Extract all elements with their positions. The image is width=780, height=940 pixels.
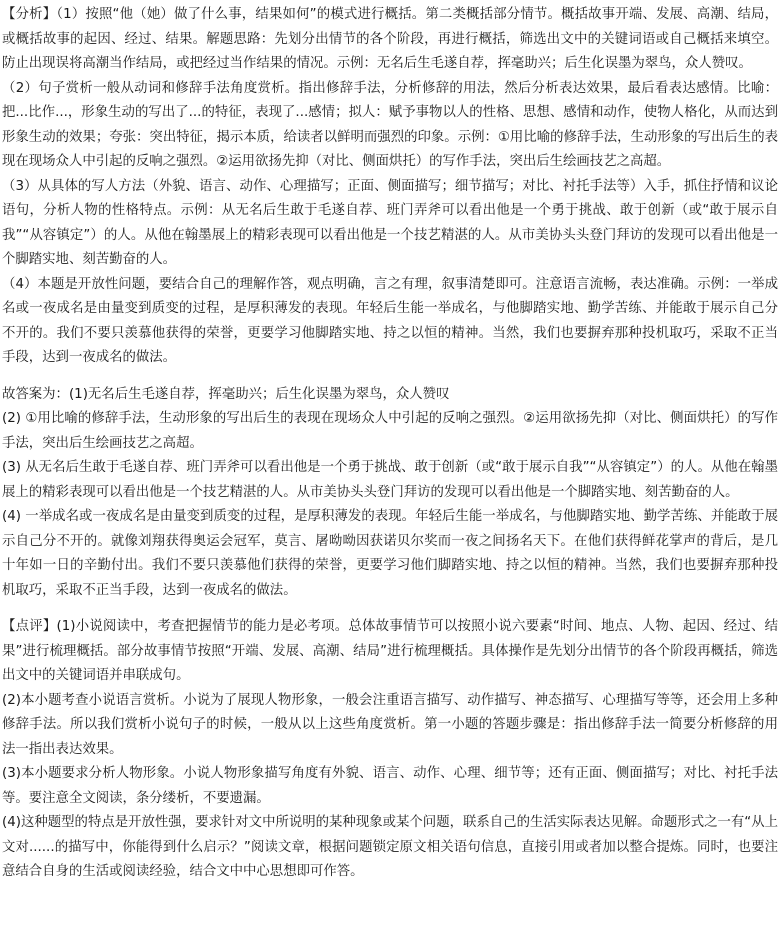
comment-paragraph-3: (3)本小题要求分析人物形象。小说人物形象描写角度有外貌、语言、动作、心理、细节等；还有正面、侧面描写；对比、衬托手法等。要注意全文阅读，条分缕析，不要遗漏。 [2, 766, 778, 806]
comment-paragraph-4: (4)这种题型的特点是开放性强，要求针对文中所说明的某种现象或某个问题，联系自己的生活实际表达见解。命题形式之一有“从上文对......的描写中，你能得到什么启示？”阅读文章，根据问题锁定原文相关语句信息，直接引用或者加以整合提炼。同时，也要注意结合自身的生活或阅读经验，结合文中中心思想即可作答。 [2, 815, 778, 879]
analysis-paragraph-4: （4）本题是开放性问题，要结合自己的理解作答，观点明确，言之有理，叙事清楚即可。注意语言流畅，表达准确。示例：一举成名或一夜成名是由量变到质变的过程，是厚积薄发的表现。年轻后生能一举成名，与他脚踏实地、勤学苦练、并能敢于展示自己分不开的。我们不要只羡慕他获得的荣誉，更要学习他脚踏实地、持之以恒的精神。当然，我们也要摒弃那种投机取巧，采取不正当手段，达到一夜成名的做法。 [2, 276, 778, 365]
comment-section [2, 615, 778, 885]
answer-paragraph-2: (2) ①用比喻的修辞手法，生动形象的写出后生的表现在现场众人中引起的反响之强烈。②运用欲扬先抑（对比、侧面烘托）的写作手法，突出后生绘画技艺之高超。 [2, 411, 778, 451]
answer-paragraph-3: (3) 从无名后生敢于毛遂自荐、班门弄斧可以看出他是一个勇于挑战、敢于创新（或“敢于展示自我”“从容镇定”）的人。从他在翰墨展上的精彩表现可以看出他是一个技艺精湛的人。从市美协头头登门拜访的发现可以看出他是一个脚踏实地、刻苦勤奋的人。 [2, 460, 778, 500]
analysis-paragraph-1: 【分析】（1）按照“他（她）做了什么事，结果如何”的模式进行概括。第二类概括部分情节。概括故事开端、发展、高潮、结局，或概括故事的起因、经过、结果。解题思路：先划分出情节的各个阶段，再进行概括，筛选出文中的关键词语或自己概括来填空。防止出现误将高潮当作结局，或把经过当作结果的情况。示例：无名后生毛遂自荐，挥毫助兴；后生化误墨为翠鸟，众人赞叹。 [2, 7, 778, 71]
answer-paragraph-4: (4) 一举成名或一夜成名是由量变到质变的过程，是厚积薄发的表现。年轻后生能一举成名，与他脚踏实地、勤学苦练、并能敢于展示自己分不开的。就像刘翔获得奥运会冠军，莫言、屠呦呦因获诺贝尔奖而一夜之间扬名天下。在他们获得鲜花掌声的背后，是几十年如一日的辛勤付出。我们不要只羡慕他们获得的荣誉，更要学习他们脚踏实地、持之以恒的精神。当然，我们也要摒弃那种投机取巧，采取不正当手段，达到一夜成名的做法。 [2, 509, 778, 598]
section-gap [2, 371, 778, 383]
answer-section [2, 383, 778, 604]
analysis-paragraph-3: （3）从具体的写人方法（外貌、语言、动作、心理描写；正面、侧面描写；细节描写；对比、衬托手法等）入手，抓住抒情和议论语句，分析人物的性格特点。示例：从无名后生敢于毛遂自荐、班门弄斧可以看出他是一个勇于挑战、敢于创新（或“敢于展示自我”“从容镇定”）的人。从他在翰墨展上的精彩表现可以看出他是一个技艺精湛的人。从市美协头头登门拜访的发现可以看出他是一个脚踏实地、刻苦勤奋的人。 [2, 178, 778, 267]
comment-paragraph-2: (2)本小题考查小说语言赏析。小说为了展现人物形象，一般会注重语言描写、动作描写、神态描写、心理描写等等，还会用上多种修辞手法。所以我们赏析小说句子的时候，一般从以上这些角度赏析。第一小题的答题步骤是：指出修辞手法一简要分析修辞的用法一指出表达效果。 [2, 692, 778, 757]
answer-paragraph-1: 故答案为：(1)无名后生毛遂自荐，挥毫助兴；后生化误墨为翠鸟，众人赞叹 [2, 386, 450, 402]
analysis-section [2, 3, 778, 371]
section-gap [2, 603, 778, 615]
comment-paragraph-1: 【点评】(1)小说阅读中，考查把握情节的能力是必考项。总体故事情节可以按照小说六要素“时间、地点、人物、起因、经过、结果”进行梳理概括。部分故事情节按照“开端、发展、高潮、结局”进行梳理概括。具体操作是先划分出情节的各个阶段再概括，筛选出文中的关键词语并串联成句。 [2, 619, 778, 683]
analysis-paragraph-2: （2）句子赏析一般从动词和修辞手法角度赏析。指出修辞手法，分析修辞的用法，然后分析表达效果，最后看表达感情。比喻：把...比作...，形象生动的写出了...的特征，表现了...感情；拟人：赋予事物以人的性格、思想、感情和动作，使物人格化，从而达到形象生动的效果；夸张：突出特征，揭示本质，给读者以鲜明而强烈的印象。示例：①用比喻的修辞手法，生动形象的写出后生的表现在现场众人中引起的反响之强烈。②运用欲扬先抑（对比、侧面烘托）的写作手法，突出后生绘画技艺之高超。 [2, 80, 778, 169]
